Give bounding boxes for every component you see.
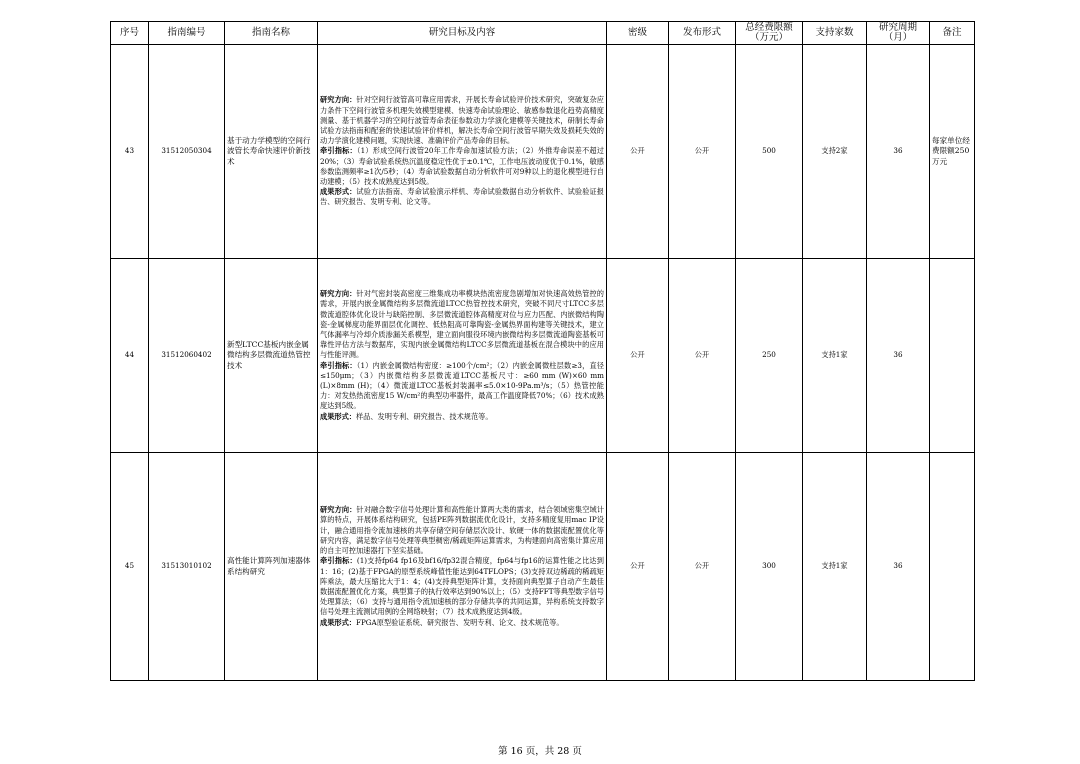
indicators-text: (1)支持fp64 fp16及bf16/fp32混合精度，fp64与fp16的运算性能之比达到1：16；(2)基于FPGA的原型系统峰值性能达到64TFLOPS；(3)支持双边稀疏的稀疏矩阵乘法，最大压缩比大于1：4；(4)支持典型矩阵计算，支持面向典型算子自动产生最佳数据流配置优化方案，典型算子的执行效率达到90%以上；（5）支持FFT等典型数字信号处理算法；（6）支持与通用指令流加速核的部分存储共享的共同运算，异构系统支持数字信号处理主流测试用例的全网络映射；（7）技术成熟度达到4级。 (320, 556, 604, 617)
cell-publish: 公开 (669, 259, 736, 453)
header-name: 指南名称 (225, 22, 318, 45)
cell-teams: 支持1家 (803, 453, 867, 681)
cell-secrecy: 公开 (607, 45, 669, 259)
header-budget-line2: （万元） (749, 32, 788, 43)
header-teams: 支持家数 (803, 22, 867, 45)
cell-teams: 支持2家 (803, 45, 867, 259)
cell-code: 31512050304 (149, 45, 225, 259)
header-content: 研究目标及内容 (318, 22, 607, 45)
cell-seq: 44 (111, 259, 149, 453)
header-budget-line1: 总经费限额 (745, 22, 793, 33)
cell-name: 新型LTCC基板内嵌金属微结构多层微流道热管控技术 (225, 259, 318, 453)
direction-text: 针对空间行波管高可靠应用需求，开展长寿命试验评价技术研究，突破复杂应力条件下空间行波管多机理失效模型建模、快速寿命试验理论、敏感参数退化趋势高精度测量、基于机器学习的空间行波管寿命表征参数动力学演化建模等关键技术，研制长寿命试验方法指南和配套的快速试验评价样机，解决长寿命空间行波管早期失效及损耗失效的动力学演化建模问题，实现快速、准确评价产品寿命的目标。 (320, 95, 604, 146)
cell-publish: 公开 (669, 45, 736, 259)
cell-remark: 每家单位经费限额250万元 (930, 45, 975, 259)
direction-text: 针对融合数字信号处理计算和高性能计算两大类的需求，结合领域密集空域计算的特点，开展体系结构研究，包括PE阵列数据流优化设计，支持多精度复用mac IP设计，融合通用指令流加速核的共享存储空间存储层次设计、软硬一体的数据流配置优化等研究内容，满足数字信号处理等典型稠密/稀疏矩阵运算需求，为构建面向高密集计算应用的自主可控加速器打下坚实基础。 (320, 505, 604, 556)
cell-seq: 45 (111, 453, 149, 681)
outcome-text: 样品、发明专利、研究报告、技术规范等。 (355, 411, 493, 421)
cell-content (318, 259, 607, 453)
cell-budget: 250 (736, 259, 803, 453)
cell-seq: 43 (111, 45, 149, 259)
cell-period: 36 (867, 45, 930, 259)
indicators-label: 牵引指标： (320, 360, 357, 370)
table-row (111, 453, 975, 681)
cell-name: 基于动力学模型的空间行波管长寿命快速评价新技术 (225, 45, 318, 259)
cell-secrecy: 公开 (607, 259, 669, 453)
header-budget (736, 22, 803, 45)
indicators-text: （1）形成空间行波管20年工作寿命加速试验方法；（2）外推寿命误差不超过20%；（3）寿命试验系统热沉温度稳定性优于±0.1℃，工作电压波动度优于0.1%，敏感参数监测频率≥1次/5秒；（4）寿命试验数据自动分析软件可对9种以上的退化模型进行自动建模；（5）技术成熟度达到5级。 (320, 146, 604, 186)
outcome-label: 成果形式： (320, 187, 357, 197)
cell-budget: 500 (736, 45, 803, 259)
cell-remark (930, 259, 975, 453)
cell-content (318, 453, 607, 681)
cell-publish: 公开 (669, 453, 736, 681)
table-row (111, 45, 975, 259)
header-period (867, 22, 930, 45)
indicators-label: 牵引指标： (320, 556, 357, 566)
page-number: 第 16 页，共 28 页 (498, 746, 582, 757)
cell-period: 36 (867, 453, 930, 681)
cell-remark (930, 453, 975, 681)
cell-content (318, 45, 607, 259)
cell-secrecy: 公开 (607, 453, 669, 681)
table-row (111, 259, 975, 453)
header-secrecy: 密级 (607, 22, 669, 45)
cell-budget: 300 (736, 453, 803, 681)
direction-text: 针对气密封装高密度三维集成功率模块热流密度急剧增加对快速高效热管控的需求，开展内嵌金属微结构多层微流道LTCC热管控技术研究，突破不同尺寸LTCC多层微流道腔体优化设计与缺陷控制、多层微流道腔体高精度对位与应力匹配、内嵌微结构陶瓷-金属梯度功能界面层优化调控、低热阻高可靠陶瓷-金属热界面构建等关键技术，建立气体漏率与冷却介质渗漏关系模型，建立面向服役环境内嵌微结构多层微流道陶瓷基板可靠性评估方法与数据库，实现内嵌金属微结构LTCC多层微流道基板在混合模块中的应用与性能评测。 (320, 289, 604, 360)
cell-name: 高性能计算阵列加速器体系结构研究 (225, 453, 318, 681)
header-remark: 备注 (930, 22, 975, 45)
direction-label: 研究方向： (320, 505, 357, 515)
header-seq: 序号 (111, 22, 149, 45)
direction-label: 研究方向： (320, 289, 357, 299)
header-period-line2: （月） (883, 32, 913, 43)
header-row (111, 22, 975, 45)
cell-period: 36 (867, 259, 930, 453)
outcome-label: 成果形式： (320, 617, 356, 627)
cell-code: 31513010102 (149, 453, 225, 681)
header-period-line1: 研究周期 (878, 22, 917, 33)
header-publish: 发布形式 (669, 22, 736, 45)
outcome-text: FPGA原型验证系统、研究报告、发明专利、论文、技术规范等。 (355, 617, 564, 627)
direction-label: 研究方向： (320, 95, 357, 105)
cell-teams: 支持1家 (803, 259, 867, 453)
indicators-text: （1）内嵌金属微结构密度：≥100个/cm²；（2）内嵌金属微柱层数≥3，直径≤150μm；（3）内嵌微结构多层微流道LTCC基板尺寸：≥60 mm (W)×60 mm (L)×8mm (H)；（4）微流道LTCC基板封装漏率≤5.0×10-9Pa.m³/s；（5）热管控能力：对发热热流密度15 W/cm²的典型功率器件，最高工作温度降低70%；（6）技术成熟度达到5级。 (320, 360, 604, 411)
outcome-text: 试验方法指南、寿命试验演示样机、寿命试验数据自动分析软件、试验验证报告、研究报告、发明专利、论文等。 (320, 187, 604, 207)
header-code: 指南编号 (149, 22, 225, 45)
indicators-label: 牵引指标： (320, 146, 357, 156)
guide-table (110, 21, 975, 681)
cell-code: 31512060402 (149, 259, 225, 453)
outcome-label: 成果形式： (320, 411, 356, 421)
